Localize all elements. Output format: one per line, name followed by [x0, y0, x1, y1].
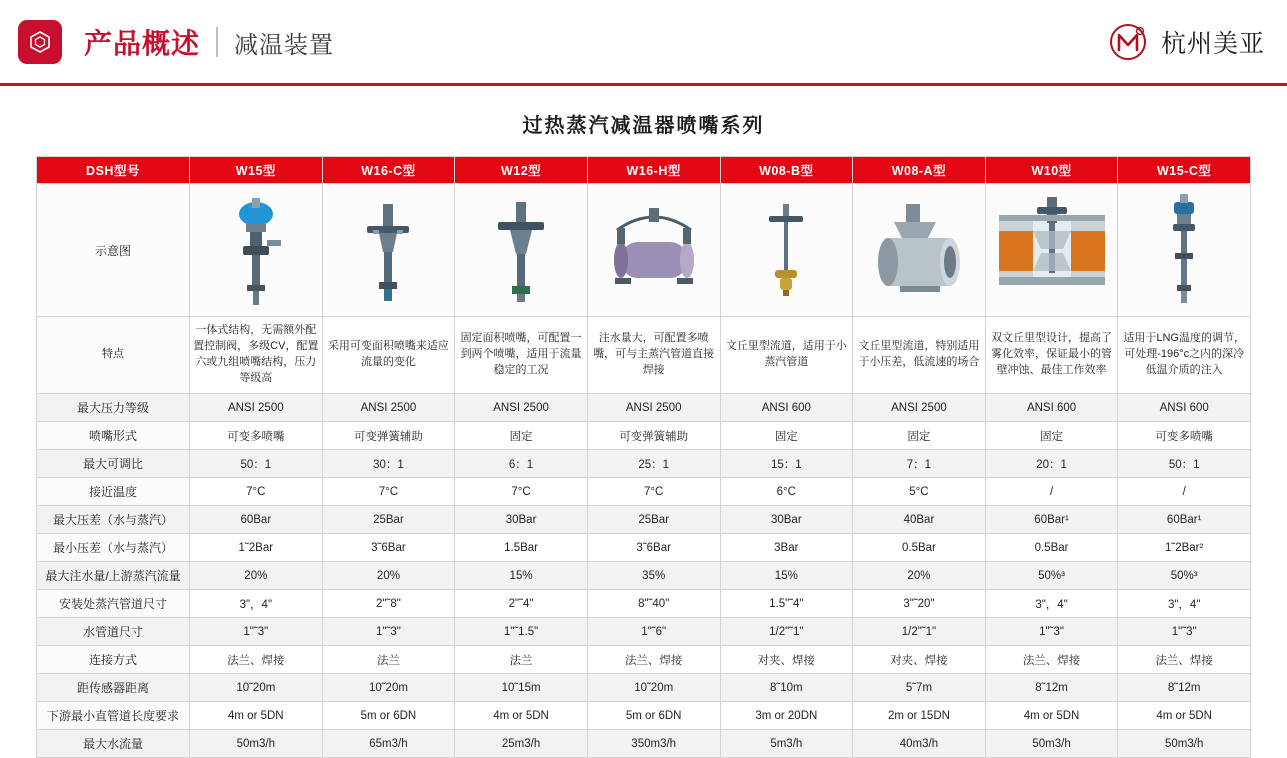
- row-label-sensor-distance: 距传感器距离: [37, 674, 190, 702]
- table-cell: 8"˜40": [587, 590, 720, 618]
- table-cell: 固定: [853, 422, 986, 450]
- table-cell: 1˜2Bar: [190, 534, 323, 562]
- table-cell: 0.5Bar: [985, 534, 1118, 562]
- row-label-max-pressure-rating: 最大压力等级: [37, 394, 190, 422]
- table-cell: 50%³: [1118, 562, 1251, 590]
- table-cell: 3m or 20DN: [720, 702, 853, 730]
- table-cell: 60Bar¹: [1118, 506, 1251, 534]
- table-cell: 3"，4": [985, 590, 1118, 618]
- column-header-w16c: W16-C型: [322, 157, 455, 184]
- table-cell: 法兰、焊接: [985, 646, 1118, 674]
- table-row-max-water-ratio: [37, 562, 1251, 590]
- actuator-valve-blue-cap-icon: [193, 190, 319, 310]
- table-cell: 20%: [853, 562, 986, 590]
- table-cell: 法兰: [322, 646, 455, 674]
- header-title-group: [84, 22, 334, 62]
- column-header-model: DSH型号: [37, 157, 190, 184]
- row-label-approach-temperature: 接近温度: [37, 478, 190, 506]
- table-row-max-water-flow: [37, 730, 1251, 758]
- double-venturi-section-icon: [989, 190, 1115, 310]
- table-cell-features-w10: 双文丘里型设计，提高了雾化效率，保证最小的管壁冲蚀、最佳工作效率: [985, 317, 1118, 394]
- table-cell: 可变多喷嘴: [1118, 422, 1251, 450]
- spec-table-head: [37, 157, 1251, 184]
- table-cell: 1"˜3": [1118, 618, 1251, 646]
- table-row-min-differential-pressure: [37, 534, 1251, 562]
- row-label-max-turndown: 最大可调比: [37, 450, 190, 478]
- table-cell: 固定: [985, 422, 1118, 450]
- table-cell-diagram-w16c: [322, 184, 455, 317]
- table-cell-diagram-w16h: [587, 184, 720, 317]
- table-row-steam-pipe-size: [37, 590, 1251, 618]
- table-cell: 7°C: [455, 478, 588, 506]
- table-cell: 30Bar: [720, 506, 853, 534]
- table-cell: 3"˜20": [853, 590, 986, 618]
- table-cell-diagram-w12: [455, 184, 588, 317]
- page-subtitle: 减温装置: [234, 31, 335, 59]
- table-cell: 8˜12m: [985, 674, 1118, 702]
- table-cell: ANSI 2500: [455, 394, 588, 422]
- table-cell: 10˜20m: [322, 674, 455, 702]
- table-cell: 35%: [587, 562, 720, 590]
- table-cell: ANSI 2500: [853, 394, 986, 422]
- table-cell: 4m or 5DN: [455, 702, 588, 730]
- table-cell-features-w15: 一体式结构，无需额外配置控制阀，多级CV，配置六或九组喷嘴结构，压力等级高: [190, 317, 323, 394]
- table-cell: /: [1118, 478, 1251, 506]
- table-cell: 30Bar: [455, 506, 588, 534]
- table-cell: ANSI 2500: [190, 394, 323, 422]
- table-cell-features-w15c: 适用于LNG温度的调节，可处理-196°c之内的深冷低温介质的注入: [1118, 317, 1251, 394]
- table-row-max-differential-pressure: [37, 506, 1251, 534]
- table-cell: 5°C: [853, 478, 986, 506]
- table-cell: 1"˜6": [587, 618, 720, 646]
- table-cell: 50：1: [1118, 450, 1251, 478]
- table-cell: 50%³: [985, 562, 1118, 590]
- table-cell-features-w16c: 采用可变面积喷嘴来适应流量的变化: [322, 317, 455, 394]
- vertical-probe-flange-icon: [326, 190, 452, 310]
- table-cell-diagram-w08a: [853, 184, 986, 317]
- table-row-water-pipe-size: [37, 618, 1251, 646]
- row-label-features: 特点: [37, 317, 190, 394]
- table-cell: 4m or 5DN: [190, 702, 323, 730]
- table-cell: 7°C: [322, 478, 455, 506]
- table-header-row: [37, 157, 1251, 184]
- table-cell: 60Bar¹: [985, 506, 1118, 534]
- table-row-diagram: [37, 184, 1251, 317]
- vertical-nozzle-flange-icon: [458, 190, 584, 310]
- column-header-w15: W15型: [190, 157, 323, 184]
- row-label-max-water-flow: 最大水流量: [37, 730, 190, 758]
- table-cell: 6°C: [720, 478, 853, 506]
- table-cell: 1/2"˜1": [720, 618, 853, 646]
- table-cell-features-w12: 固定面积喷嘴，可配置一到两个喷嘴，适用于流量稳定的工况: [455, 317, 588, 394]
- table-cell: ANSI 2500: [322, 394, 455, 422]
- column-header-w15c: W15-C型: [1118, 157, 1251, 184]
- table-cell: ANSI 2500: [587, 394, 720, 422]
- table-cell: 40Bar: [853, 506, 986, 534]
- table-cell-features-w08a: 文丘里型流道，特别适用于小压差，低流速的场合: [853, 317, 986, 394]
- table-cell: 法兰、焊接: [587, 646, 720, 674]
- table-cell: 法兰、焊接: [190, 646, 323, 674]
- table-cell: 25：1: [587, 450, 720, 478]
- page-title: 产品概述: [84, 27, 201, 59]
- table-cell: 7°C: [587, 478, 720, 506]
- column-header-w10: W10型: [985, 157, 1118, 184]
- table-cell-diagram-w15: [190, 184, 323, 317]
- table-cell: 25Bar: [322, 506, 455, 534]
- table-row-features: [37, 317, 1251, 394]
- table-cell: 3"，4": [190, 590, 323, 618]
- table-cell: 60Bar: [190, 506, 323, 534]
- row-label-diagram: 示意图: [37, 184, 190, 317]
- table-cell: 可变弹簧辅助: [587, 422, 720, 450]
- table-cell: 法兰: [455, 646, 588, 674]
- table-row-nozzle-type: [37, 422, 1251, 450]
- slim-rod-brass-tip-icon: [724, 190, 850, 310]
- table-cell: 50m3/h: [1118, 730, 1251, 758]
- table-cell: 1.5Bar: [455, 534, 588, 562]
- table-cell: 10˜20m: [190, 674, 323, 702]
- table-cell: 25m3/h: [455, 730, 588, 758]
- row-label-max-water-ratio: 最大注水量/上游蒸汽流量: [37, 562, 190, 590]
- column-header-w08b: W08-B型: [720, 157, 853, 184]
- table-row-connection-type: [37, 646, 1251, 674]
- table-cell: 固定: [720, 422, 853, 450]
- table-cell-diagram-w08b: [720, 184, 853, 317]
- table-cell: 可变多喷嘴: [190, 422, 323, 450]
- table-cell: 2m or 15DN: [853, 702, 986, 730]
- table-cell: 20%: [322, 562, 455, 590]
- table-row-sensor-distance: [37, 674, 1251, 702]
- row-label-connection-type: 连接方式: [37, 646, 190, 674]
- table-cell: 对夹、焊接: [720, 646, 853, 674]
- table-cell: 6：1: [455, 450, 588, 478]
- table-cell: 7°C: [190, 478, 323, 506]
- table-cell: 固定: [455, 422, 588, 450]
- row-label-nozzle-type: 喷嘴形式: [37, 422, 190, 450]
- table-cell: 3˜6Bar: [587, 534, 720, 562]
- table-row-approach-temperature: [37, 478, 1251, 506]
- table-cell: 20%: [190, 562, 323, 590]
- title-divider: [216, 27, 218, 57]
- table-cell: 1/2"˜1": [853, 618, 986, 646]
- table-cell: 25Bar: [587, 506, 720, 534]
- slim-actuator-probe-icon: [1121, 190, 1247, 310]
- table-cell: ANSI 600: [985, 394, 1118, 422]
- table-cell: 对夹、焊接: [853, 646, 986, 674]
- row-label-min-differential-pressure: 最小压差（水与蒸汽）: [37, 534, 190, 562]
- table-cell: 1"˜1.5": [455, 618, 588, 646]
- page-header: [0, 0, 1287, 86]
- row-label-water-pipe-size: 水管道尺寸: [37, 618, 190, 646]
- table-cell: 20：1: [985, 450, 1118, 478]
- table-cell: 8˜12m: [1118, 674, 1251, 702]
- table-cell: 30：1: [322, 450, 455, 478]
- column-header-w08a: W08-A型: [853, 157, 986, 184]
- table-cell: 10˜20m: [587, 674, 720, 702]
- hexagon-cube-icon: [18, 20, 62, 64]
- table-cell: 可变弹簧辅助: [322, 422, 455, 450]
- row-label-downstream-straight-length: 下游最小直管道长度要求: [37, 702, 190, 730]
- table-cell: 7：1: [853, 450, 986, 478]
- table-cell: 5m3/h: [720, 730, 853, 758]
- brand-name: 杭州美亚: [1160, 29, 1265, 58]
- table-cell: 3"，4": [1118, 590, 1251, 618]
- row-label-steam-pipe-size: 安装处蒸汽管道尺寸: [37, 590, 190, 618]
- table-cell-diagram-w15c: [1118, 184, 1251, 317]
- table-cell: 2"˜8": [322, 590, 455, 618]
- table-cell: 8˜10m: [720, 674, 853, 702]
- row-label-max-differential-pressure: 最大压差（水与蒸汽）: [37, 506, 190, 534]
- table-row-max-turndown: [37, 450, 1251, 478]
- table-cell: 15：1: [720, 450, 853, 478]
- table-cell: ANSI 600: [720, 394, 853, 422]
- spec-table-wrap: [36, 156, 1251, 758]
- table-cell: 5m or 6DN: [322, 702, 455, 730]
- table-cell: ANSI 600: [1118, 394, 1251, 422]
- table-cell: 1˜2Bar²: [1118, 534, 1251, 562]
- table-cell: 3Bar: [720, 534, 853, 562]
- meiya-circle-m-icon: [1105, 19, 1151, 65]
- table-cell: 65m3/h: [322, 730, 455, 758]
- table-cell: 4m or 5DN: [985, 702, 1118, 730]
- brand-block: [1105, 19, 1265, 65]
- table-cell: 50：1: [190, 450, 323, 478]
- table-cell: 50m3/h: [985, 730, 1118, 758]
- column-header-w16h: W16-H型: [587, 157, 720, 184]
- table-cell: 5˜7m: [853, 674, 986, 702]
- table-row-max-pressure-rating: [37, 394, 1251, 422]
- table-row-downstream-straight-length: [37, 702, 1251, 730]
- column-header-w12: W12型: [455, 157, 588, 184]
- document-title: 过热蒸汽减温器喷嘴系列: [522, 115, 765, 137]
- venturi-cone-body-icon: [856, 190, 982, 310]
- table-cell: 15%: [455, 562, 588, 590]
- table-cell-features-w08b: 文丘里型流道，适用于小蒸汽管道: [720, 317, 853, 394]
- table-cell: 1"˜3": [985, 618, 1118, 646]
- spec-table-body: [37, 184, 1251, 758]
- table-cell: 3˜6Bar: [322, 534, 455, 562]
- table-cell: 5m or 6DN: [587, 702, 720, 730]
- table-cell: 0.5Bar: [853, 534, 986, 562]
- table-cell: 1.5"˜4": [720, 590, 853, 618]
- table-cell: 4m or 5DN: [1118, 702, 1251, 730]
- table-cell: 法兰、焊接: [1118, 646, 1251, 674]
- table-cell: 1"˜3": [190, 618, 323, 646]
- table-cell: 1"˜3": [322, 618, 455, 646]
- table-cell: 40m3/h: [853, 730, 986, 758]
- table-cell: 350m3/h: [587, 730, 720, 758]
- table-cell: 10˜15m: [455, 674, 588, 702]
- spec-table: [36, 156, 1251, 758]
- table-cell: /: [985, 478, 1118, 506]
- table-cell-features-w16h: 注水量大，可配置多喷嘴，可与主蒸汽管道直接焊接: [587, 317, 720, 394]
- table-cell: 15%: [720, 562, 853, 590]
- table-cell: 2"˜4": [455, 590, 588, 618]
- table-cell-diagram-w10: [985, 184, 1118, 317]
- horizontal-cylinder-frame-icon: [591, 190, 717, 310]
- table-cell: 50m3/h: [190, 730, 323, 758]
